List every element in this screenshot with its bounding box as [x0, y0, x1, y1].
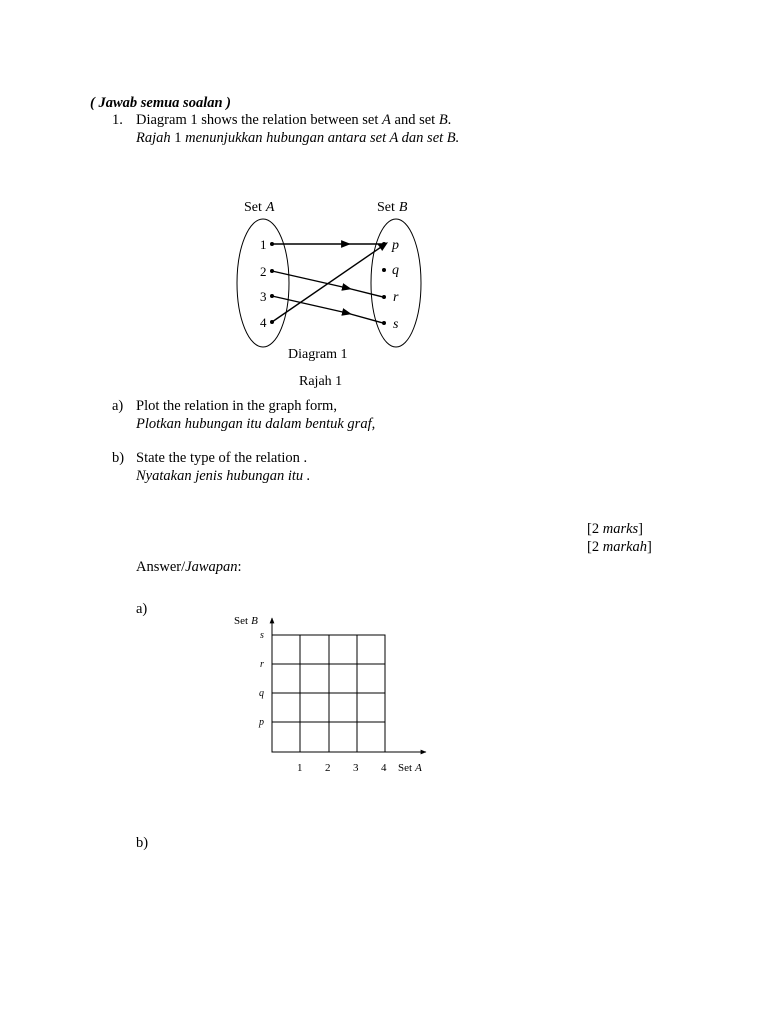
- diagram-caption-en: Diagram 1: [288, 347, 348, 362]
- part-a-letter: a): [112, 398, 124, 414]
- question-number: 1.: [112, 112, 123, 128]
- codomain-dot-q: [382, 268, 386, 272]
- graph-grid: [272, 635, 385, 752]
- y-tick-q: q: [259, 688, 264, 699]
- answer-label: Answer/Jawapan:: [136, 559, 242, 575]
- answer-part-a-letter: a): [136, 601, 148, 617]
- y-tick-p: p: [259, 717, 264, 728]
- instruction-heading: ( Jawab semua soalan ): [90, 95, 231, 111]
- question-text-ms: Rajah 1 menunjukkan hubungan antara set A dan set B.: [136, 130, 460, 146]
- domain-element-3: 3: [260, 289, 267, 304]
- codomain-element-p: p: [392, 238, 399, 253]
- part-a-text-en: Plot the relation in the graph form,: [136, 398, 337, 414]
- x-axis-label: Set A: [398, 762, 422, 774]
- x-tick-4: 4: [381, 762, 387, 774]
- y-tick-r: r: [260, 659, 264, 670]
- question-text-en: Diagram 1 shows the relation between set A and set B.: [136, 112, 452, 128]
- x-tick-3: 3: [353, 762, 359, 774]
- answer-graph: [0, 600, 768, 790]
- domain-element-1: 1: [260, 237, 267, 252]
- part-a-text-ms: Plotkan hubungan itu dalam bentuk graf,: [136, 416, 376, 432]
- answer-part-b-letter: b): [136, 835, 149, 851]
- codomain-element-s: s: [393, 317, 399, 332]
- part-b-text-en: State the type of the relation .: [136, 450, 308, 466]
- codomain-element-q: q: [392, 263, 399, 278]
- set-a-label: Set A: [244, 200, 275, 215]
- x-tick-1: 1: [297, 762, 303, 774]
- part-b-letter: b): [112, 450, 125, 466]
- y-tick-s: s: [260, 630, 264, 641]
- codomain-element-r: r: [393, 290, 399, 305]
- domain-element-2: 2: [260, 264, 267, 279]
- set-b-label: Set B: [377, 200, 408, 215]
- x-tick-labels: [297, 762, 387, 774]
- y-axis-label: Set B: [234, 615, 258, 627]
- diagram-caption-ms: Rajah 1: [299, 374, 343, 389]
- marks-ms: [2 markah]: [587, 539, 652, 555]
- domain-element-4: 4: [260, 315, 267, 330]
- marks-en: [2 marks]: [587, 521, 644, 537]
- arrow-diagram: [0, 0, 768, 400]
- part-b-text-ms: Nyatakan jenis hubungan itu .: [136, 468, 311, 484]
- x-tick-2: 2: [325, 762, 331, 774]
- mapping-3-to-s: [272, 296, 383, 323]
- y-tick-labels: [258, 630, 264, 728]
